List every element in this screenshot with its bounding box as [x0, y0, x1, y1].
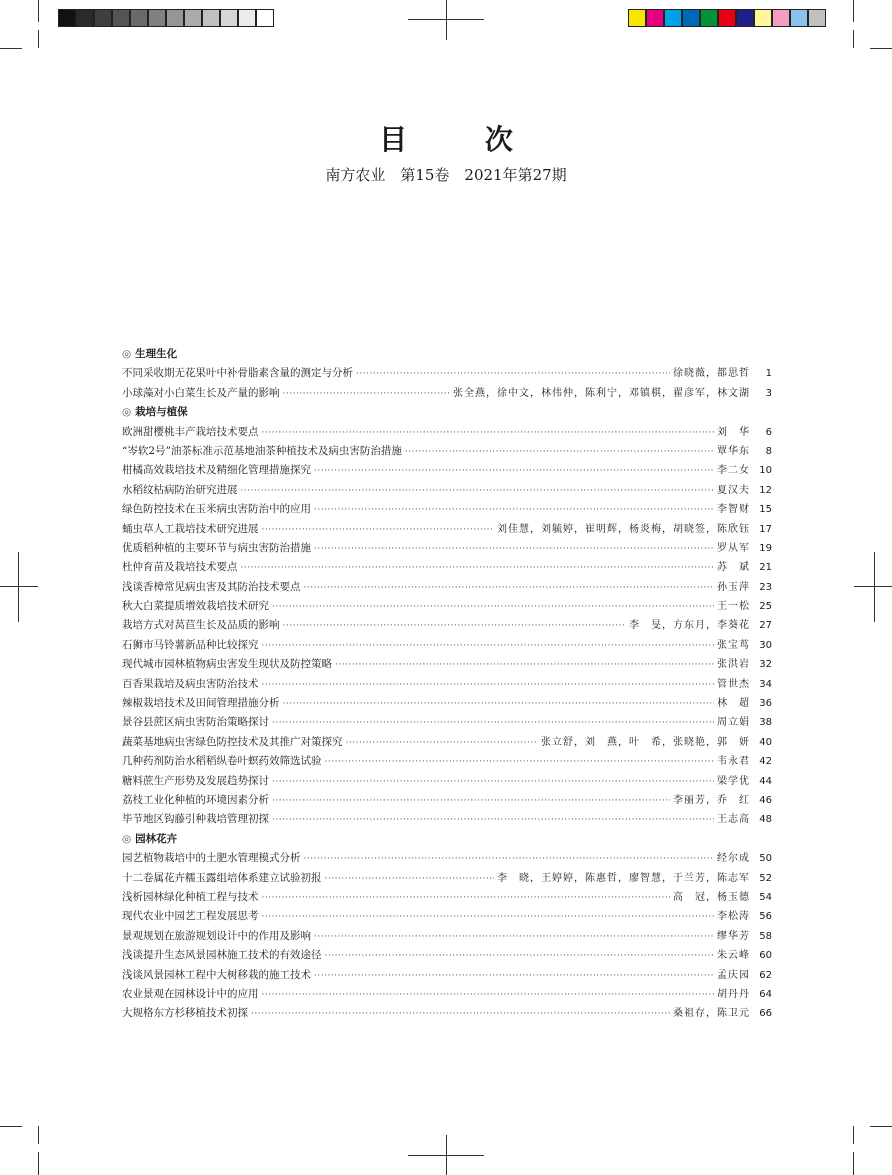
calibration-swatch: [736, 9, 754, 27]
article-authors: 王一松: [717, 601, 750, 613]
article-title: 小球藻对小白菜生长及产量的影响: [122, 386, 280, 399]
article-title: 荔枝工业化种植的环境因素分析: [122, 793, 269, 806]
crop-mark: [853, 0, 854, 22]
toc-entry[interactable]: [122, 927, 772, 946]
article-title: 辣椒栽培技术及田间管理措施分析: [122, 697, 280, 710]
page-number: 44: [759, 775, 772, 787]
page-number: 66: [759, 1008, 772, 1020]
article-authors: 周立娟: [717, 717, 750, 729]
article-title: 毕节地区钩藤引种栽培管理初探: [122, 813, 269, 826]
registration-mark: [446, 0, 447, 40]
article-title: 石狮市马铃薯新品种比较探究: [122, 638, 259, 651]
toc-entry[interactable]: [122, 675, 772, 694]
toc-entry[interactable]: [122, 520, 772, 539]
crop-mark: [0, 48, 22, 49]
calibration-swatch: [130, 9, 148, 27]
article-authors: 徐晓薇，都思哲: [673, 368, 750, 380]
leader-dots: [314, 462, 714, 481]
leader-dots: [251, 1005, 670, 1024]
crop-mark: [38, 30, 39, 48]
article-authors: 张宝茑: [717, 639, 750, 651]
page-number: 21: [759, 562, 772, 574]
article-authors: 张全燕，徐中文，林伟仲，陈利宁，邓镇棋，翟彦军，林文湖: [453, 387, 750, 399]
calibration-swatch: [700, 9, 718, 27]
page-number: 1: [765, 368, 772, 380]
leader-dots: [283, 385, 451, 404]
article-authors: 李丽芳，乔 红: [673, 794, 750, 806]
leader-dots: [272, 714, 714, 733]
toc-entry[interactable]: [122, 966, 772, 985]
section-bullet-icon: ◎: [122, 348, 132, 360]
page-number: 34: [759, 678, 772, 690]
page-number: 58: [759, 930, 772, 942]
registration-mark: [408, 19, 484, 20]
page-number: 48: [759, 814, 772, 826]
leader-dots: [272, 598, 714, 617]
leader-dots: [262, 986, 715, 1005]
crop-mark: [870, 1126, 892, 1127]
calibration-swatch: [790, 9, 808, 27]
article-authors: 李 晓，王婷婷，陈惠哲，廖智慧，于兰芳，陈志军: [497, 872, 750, 884]
section-name: 生理生化: [135, 348, 178, 360]
leader-dots: [335, 656, 714, 675]
article-title: “岑软2号”油茶标准示范基地油茶种植技术及病虫害防治措施: [122, 444, 402, 457]
calibration-swatch: [184, 9, 202, 27]
toc-entry[interactable]: [122, 461, 772, 480]
article-title: 现代城市园林植物病虫害发生现状及防控策略: [122, 658, 332, 671]
leader-dots: [304, 850, 715, 869]
toc-entry[interactable]: [122, 752, 772, 771]
toc-entry[interactable]: [122, 384, 772, 403]
calibration-swatch: [754, 9, 772, 27]
page-number: 52: [759, 872, 772, 884]
article-title: 优质稻种植的主要环节与病虫害防治措施: [122, 541, 311, 554]
article-authors: 罗从军: [717, 542, 750, 554]
crop-mark: [38, 1126, 39, 1144]
toc-entry[interactable]: [122, 946, 772, 965]
leader-dots: [262, 889, 671, 908]
page-number: 46: [759, 794, 772, 806]
toc-entry[interactable]: [122, 539, 772, 558]
article-title: 栽培方式对莴苣生长及品质的影响: [122, 619, 280, 632]
article-authors: 缪华芳: [717, 930, 750, 942]
article-authors: 王志高: [717, 814, 750, 826]
crop-mark: [853, 30, 854, 48]
article-authors: 刘佳慧，刘毓婷，崔明辉，杨炎梅，胡晓签，陈欣钰: [497, 523, 750, 535]
article-authors: 覃华东: [717, 445, 750, 457]
leader-dots: [314, 501, 714, 520]
article-authors: 孙玉萍: [717, 581, 750, 593]
leader-dots: [314, 928, 714, 947]
calibration-swatch: [76, 9, 94, 27]
page-number: 56: [759, 911, 772, 923]
page-number: 50: [759, 853, 772, 865]
article-title: 农业景观在园林设计中的应用: [122, 987, 259, 1000]
toc-entry[interactable]: [122, 772, 772, 791]
article-title: 浅谈香樟常见病虫害及其防治技术要点: [122, 580, 301, 593]
page-number: 27: [759, 620, 772, 632]
article-authors: 苏 斌: [717, 562, 750, 574]
article-authors: 李智财: [717, 504, 750, 516]
toc-entry[interactable]: [122, 597, 772, 616]
calibration-swatch: [220, 9, 238, 27]
grayscale-calibration-bar: [58, 9, 274, 27]
page-number: 64: [759, 988, 772, 1000]
calibration-swatch: [718, 9, 736, 27]
calibration-swatch: [682, 9, 700, 27]
article-title: 蛹虫草人工栽培技术研究进展: [122, 522, 259, 535]
page-number: 15: [759, 504, 772, 516]
toc-entry[interactable]: [122, 442, 772, 461]
toc-entry[interactable]: [122, 500, 772, 519]
crop-mark: [853, 1126, 854, 1144]
article-title: 浅谈提升生态风景园林施工技术的有效途径: [122, 949, 322, 962]
article-title: 柑橘高效栽培技术及精细化管理措施探究: [122, 464, 311, 477]
toc-entry[interactable]: [122, 869, 772, 888]
article-title: 绿色防控技术在玉米病虫害防治中的应用: [122, 503, 311, 516]
article-title: 不同采收期无花果叶中补骨脂素含量的测定与分析: [122, 367, 353, 380]
toc-entry[interactable]: [122, 616, 772, 635]
page-number: 8: [765, 445, 772, 457]
toc-entry[interactable]: [122, 694, 772, 713]
leader-dots: [262, 521, 495, 540]
registration-mark: [0, 586, 38, 587]
article-authors: 经尔成: [717, 853, 750, 865]
registration-mark: [874, 552, 875, 622]
section-bullet-icon: ◎: [122, 406, 132, 419]
article-authors: 管世杰: [717, 678, 750, 690]
calibration-swatch: [664, 9, 682, 27]
toc-entry[interactable]: [122, 733, 772, 752]
page-number: 54: [759, 891, 772, 903]
article-authors: 张立舒，刘 燕，叶 希，张晓艳，郭 妍: [541, 736, 750, 748]
calibration-swatch: [628, 9, 646, 27]
section-bullet-icon: ◎: [122, 832, 132, 845]
article-title: 园艺植物栽培中的土肥水管理模式分析: [122, 852, 301, 865]
calibration-swatch: [646, 9, 664, 27]
article-authors: 林 超: [717, 698, 750, 710]
page-number: 62: [759, 969, 772, 981]
leader-dots: [272, 773, 714, 792]
article-authors: 桑祖存，陈卫元: [673, 1008, 750, 1020]
leader-dots: [262, 637, 715, 656]
article-authors: 夏汉夫: [717, 484, 750, 496]
page-number: 42: [759, 756, 772, 768]
page-number: 23: [759, 581, 772, 593]
page-number: 40: [759, 736, 772, 748]
leader-dots: [241, 559, 715, 578]
leader-dots: [262, 424, 715, 443]
article-title: 水稻纹枯病防治研究进展: [122, 483, 238, 496]
leader-dots: [356, 365, 670, 384]
article-title: 几种药剂防治水稻稻纵卷叶螟药效筛选试验: [122, 755, 322, 768]
leader-dots: [325, 753, 715, 772]
article-authors: 孟庆园: [717, 969, 750, 981]
article-title: 十二卷属花卉糯玉露组培体系建立试验初报: [122, 871, 322, 884]
crop-mark: [38, 0, 39, 22]
toc-entry[interactable]: [122, 481, 772, 500]
crop-mark: [853, 1152, 854, 1175]
calibration-swatch: [166, 9, 184, 27]
toc-entry[interactable]: [122, 655, 772, 674]
page-number: 32: [759, 659, 772, 671]
article-title: 浅谈风景园林工程中大树移栽的施工技术: [122, 968, 311, 981]
article-authors: 梁学优: [717, 775, 750, 787]
page-number: 25: [759, 601, 772, 613]
leader-dots: [283, 617, 627, 636]
leader-dots: [304, 579, 715, 598]
calibration-swatch: [202, 9, 220, 27]
article-authors: 胡丹丹: [717, 988, 750, 1000]
leader-dots: [325, 947, 715, 966]
page-number: 17: [759, 523, 772, 535]
toc-section-heading: [122, 345, 772, 364]
calibration-swatch: [94, 9, 112, 27]
crop-mark: [0, 1126, 22, 1127]
article-authors: 李 旻，方东月，李葵花: [629, 620, 750, 632]
toc-entry[interactable]: [122, 578, 772, 597]
calibration-swatch: [238, 9, 256, 27]
registration-mark: [18, 552, 19, 622]
toc-entry[interactable]: [122, 364, 772, 383]
leader-dots: [272, 811, 714, 830]
leader-dots: [405, 443, 714, 462]
leader-dots: [262, 676, 715, 695]
section-name: 栽培与植保: [135, 406, 188, 419]
toc-entry[interactable]: [122, 713, 772, 732]
article-authors: 刘 华: [717, 426, 750, 438]
article-authors: 韦永君: [717, 756, 750, 768]
toc-entry[interactable]: [122, 888, 772, 907]
page-number: 38: [759, 717, 772, 729]
page-number: 60: [759, 950, 772, 962]
toc-entry[interactable]: [122, 849, 772, 868]
article-title: 蔬菜基地病虫害绿色防控技术及其推广对策探究: [122, 735, 343, 748]
toc-entry[interactable]: [122, 985, 772, 1004]
page-number: 12: [759, 484, 772, 496]
calibration-swatch: [148, 9, 166, 27]
calibration-swatch: [256, 9, 274, 27]
toc-entry[interactable]: [122, 907, 772, 926]
leader-dots: [346, 734, 539, 753]
article-title: 欧洲甜樱桃丰产栽培技术要点: [122, 425, 259, 438]
section-name: 园林花卉: [135, 832, 178, 845]
toc-entry[interactable]: [122, 558, 772, 577]
registration-mark: [408, 1155, 484, 1156]
calibration-swatch: [808, 9, 826, 27]
article-authors: 李二女: [717, 465, 750, 477]
article-title: 秋大白菜提质增效栽培技术研究: [122, 600, 269, 613]
calibration-swatch: [772, 9, 790, 27]
leader-dots: [314, 967, 714, 986]
table-of-contents: [122, 345, 772, 1024]
article-authors: 高 冠，杨玉德: [673, 891, 750, 903]
toc-section-heading: [122, 830, 772, 849]
leader-dots: [272, 792, 670, 811]
article-title: 糖料蔗生产形势及发展趋势探讨: [122, 774, 269, 787]
article-authors: 张洪岩: [717, 659, 750, 671]
toc-entry[interactable]: [122, 791, 772, 810]
article-authors: 李松涛: [717, 911, 750, 923]
page-title: 目 次: [379, 123, 547, 156]
article-title: 景谷县蔗区病虫害防治策略探讨: [122, 716, 269, 729]
page-number: 19: [759, 542, 772, 554]
journal-issue-subtitle: 南方农业 第15卷 2021年第27期: [325, 166, 567, 184]
crop-mark: [870, 48, 892, 49]
article-title: 大规格东方杉移植技术初探: [122, 1007, 248, 1020]
page-number: 3: [765, 387, 772, 399]
leader-dots: [314, 540, 714, 559]
leader-dots: [262, 908, 715, 927]
page-number: 6: [765, 426, 772, 438]
calibration-swatch: [112, 9, 130, 27]
article-title: 景观规划在旅游规划设计中的作用及影响: [122, 929, 311, 942]
article-title: 浅析园林绿化种植工程与技术: [122, 890, 259, 903]
article-title: 杜仲育苗及栽培技术要点: [122, 561, 238, 574]
page-number: 36: [759, 698, 772, 710]
article-title: 百香果栽培及病虫害防治技术: [122, 677, 259, 690]
leader-dots: [241, 482, 715, 501]
crop-mark: [38, 1152, 39, 1175]
registration-mark: [854, 586, 892, 587]
calibration-swatch: [58, 9, 76, 27]
color-calibration-bar: [628, 9, 826, 27]
leader-dots: [283, 695, 715, 714]
toc-entry[interactable]: [122, 1004, 772, 1023]
toc-section-heading: [122, 403, 772, 422]
page-number: 30: [759, 639, 772, 651]
article-title: 现代农业中园艺工程发展思考: [122, 910, 259, 923]
page-number: 10: [759, 465, 772, 477]
toc-entry[interactable]: [122, 810, 772, 829]
toc-entry[interactable]: [122, 636, 772, 655]
article-authors: 朱云峰: [717, 950, 750, 962]
leader-dots: [325, 870, 495, 889]
toc-entry[interactable]: [122, 423, 772, 442]
